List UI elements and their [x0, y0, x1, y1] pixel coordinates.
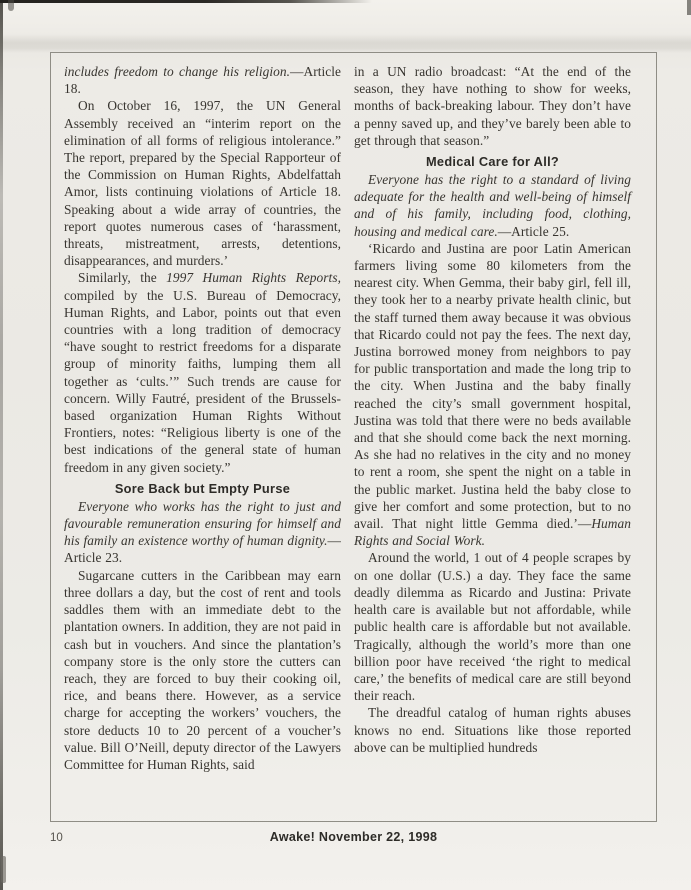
paragraph: Around the world, 1 out of 4 people scrapes by on one dollar (U.S.) a day. They face the same deadly dilemma as Ricardo and Justina: Private health care is available but not affordable, while public health care is affordable but not available. Tragically, although the world’s more than one billion poor have received ‘the right to medical care,’ the benefits of medical care are still beyond their reach.: [354, 550, 631, 704]
scan-mark-top-right: [687, 0, 691, 15]
article-text-frame: [50, 52, 657, 822]
paragraph: in a UN radio broadcast: “At the end of the season, they have nothing to show for weeks, months of back-breaking labour. They don’t have a penny saved up, and they’ve barely been able to get through that season.”: [354, 64, 631, 148]
article-column-2: [354, 63, 631, 773]
scan-edge-top: [0, 0, 372, 3]
paragraph: The dreadful catalog of human rights abuses knows no end. Situations like those reported above can be multiplied hundreds: [354, 705, 631, 755]
paragraph: ‘Ricardo and Justina are poor Latin American farmers living some 80 kilometers from the nearest city. When Gemma, their baby girl, fell ill, they took her to a nearby private health clinic, but the staff turned them away because it was obvious that Ricardo could not pay the fees. The next day, Justina borrowed money from neighbors to pay for public transportation and made the long trip to the city. When Justina and the baby finally reached the city’s small government hospital, Justina was told that there were no beds available and that she should come back the next morning. As she had no relatives in the city and no money to rent a room, she spent the night on a table in the public market. Justina held the baby close to give her comfort and some protection, but to no avail. That night little Gemma died.’—Human Rights and Social Work.: [354, 240, 631, 549]
page-number: 10: [50, 832, 63, 844]
section-heading: Sore Back but Empty Purse: [114, 480, 291, 496]
scan-edge-left: [0, 0, 3, 890]
article-column-1: [64, 63, 341, 773]
scan-mark-top-left: [8, 0, 14, 11]
paragraph: Similarly, the 1997 Human Rights Reports, compiled by the U.S. Bureau of Democracy, Human Rights, and Labor, points out that even countries with a long tradition of democracy “have sought to restrict freedoms for a disparate group of minority faiths, lumping them all together as ‘cults.’” Such trends are cause for concern. Willy Fautré, president of the Brussels-based organization Human Rights Without Frontiers, notes: “Religious liberty is one of the best indications of the general state of human freedom in any given society.”: [64, 270, 341, 475]
paragraph: Everyone who works has the right to just and favourable remuneration ensuring for himself and his family an existence worthy of human dignity.—Article 23.: [64, 498, 341, 566]
journal-title-line: Awake! November 22, 1998: [269, 830, 438, 844]
paragraph: Everyone has the right to a standard of living adequate for the health and well-being of himself and of his family, including food, clothing, housing and medical care.—Article 25.: [354, 172, 631, 239]
scan-mark-bottom-left: [1, 856, 6, 883]
scan-shadow-band: [0, 34, 691, 53]
section-heading: Medical Care for All?: [425, 154, 560, 170]
paragraph: includes freedom to change his religion.—Article 18.: [64, 64, 341, 97]
text-columns: [64, 63, 643, 773]
page-footer: [50, 830, 657, 848]
paragraph: On October 16, 1997, the UN General Assembly received an “interim report on the elimination of all forms of religious intolerance.” The report, prepared by the Special Rapporteur of the Commission on Human Rights, Abdelfattah Amor, lists continuing violations of Article 18. Speaking about a wide array of countries, the report quotes numerous cases of ‘harassment, threats, mistreatment, arrests, detentions, disappearances, and murders.’: [64, 98, 341, 269]
paragraph: Sugarcane cutters in the Caribbean may earn three dollars a day, but the cost of rent and tools saddles them with an immediate debt to the plantation owners. In addition, they are not paid in cash but in vouchers. And since the plantation’s company store is the only store the cutters can reach, they are forced to buy their cooking oil, rice, and beans there. However, as a service charge for accepting the workers’ vouchers, the store deducts 10 to 20 percent of a voucher’s value. Bill O’Neill, deputy director of the Lawyers Committee for Human Rights, said: [64, 567, 341, 772]
